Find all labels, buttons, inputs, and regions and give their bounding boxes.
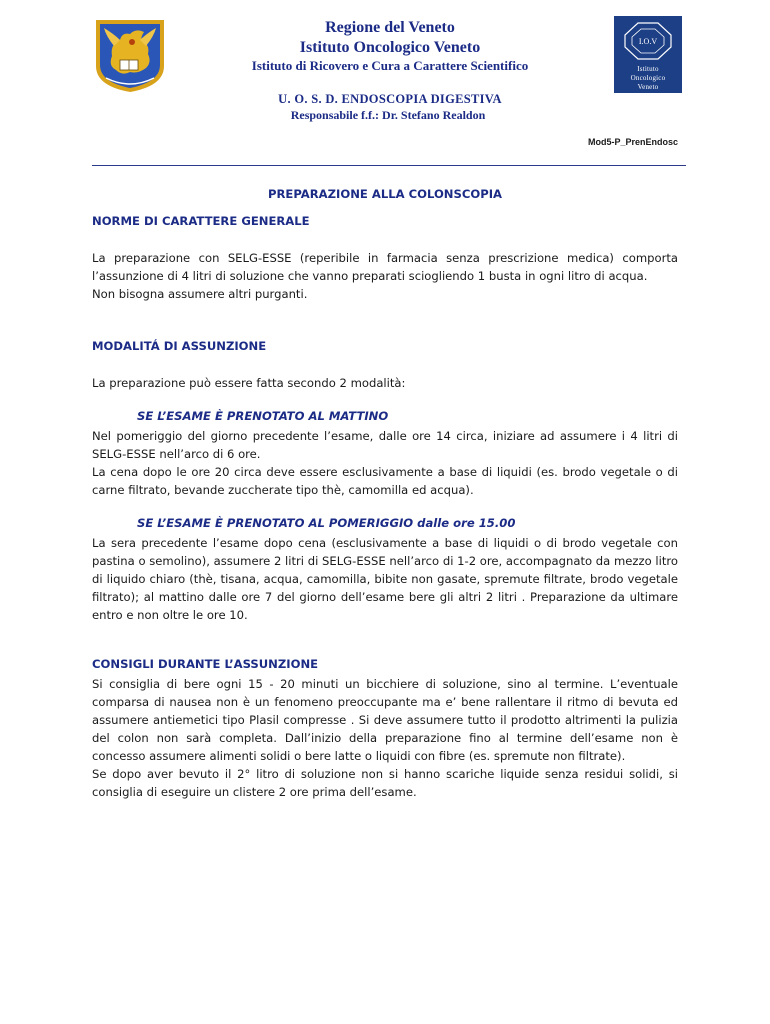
header-region-name: Regione del Veneto xyxy=(325,19,455,36)
header-responsible: Responsabile f.f.: Dr. Stefano Realdon xyxy=(290,108,486,122)
section-general-rules-heading: NORME DI CARATTERE GENERALE xyxy=(92,214,310,228)
header-unit-name: U. O. S. D. ENDOSCOPIA DIGESTIVA xyxy=(278,92,502,106)
paragraph: Non bisogna assumere altri purganti. xyxy=(92,287,308,301)
iov-ring-text: I.O.V xyxy=(638,37,658,46)
header-divider xyxy=(92,165,686,166)
document-code: Mod5-P_PrenEndosc xyxy=(587,137,678,147)
paragraph: Si consiglia di bere ogni 15 - 20 minuti un bicchiere di soluzione, sino al termine. L’eventuale comparsa di nausea non è un fenomeno preoccupante ma e’ bene rallentare il ritmo di bevuta ed assumere antiemetici tipo Plasil compresse . Si deve assumere tutto il prodotto altrimenti la pulizia del colon non sarà completa. Dall’inizio della preparazione fino al termine dell’esame non è concesso assumere alimenti solidi o bere latte o liquidi con fibre (es. spremute non filtrate). xyxy=(92,677,678,763)
header-institute-name: Istituto Oncologico Veneto xyxy=(299,39,481,56)
section-general-rules-body xyxy=(92,249,678,303)
document-title: PREPARAZIONE ALLA COLONSCOPIA xyxy=(267,187,503,201)
section-intake-intro: La preparazione può essere fatta secondo 2 modalità: xyxy=(92,376,406,390)
paragraph: La preparazione con SELG-ESSE (reperibile in farmacia senza prescrizione medica) comporta l’assunzione di 4 litri di soluzione che vanno preparati sciogliendo 1 busta in ogni litro di acqua. xyxy=(92,251,678,283)
iov-text-line1: Istituto xyxy=(637,65,659,73)
paragraph: Nel pomeriggio del giorno precedente l’esame, dalle ore 14 circa, iniziare ad assumere i 4 litri di SELG-ESSE nell’arco di 6 ore. xyxy=(92,429,678,461)
header-institute-type: Istituto di Ricovero e Cura a Carattere Scientifico xyxy=(251,58,529,73)
afternoon-exam-body xyxy=(92,534,678,624)
section-advice-heading: CONSIGLI DURANTE L’ASSUNZIONE xyxy=(92,657,319,671)
paragraph: La cena dopo le ore 20 circa deve essere esclusivamente a base di liquidi (es. brodo vegetale o di carne filtrato, bevande zuccherate tipo thè, camomilla ed acqua). xyxy=(92,465,678,497)
section-advice-body xyxy=(92,675,678,801)
iov-logo xyxy=(614,16,682,93)
morning-exam-body xyxy=(92,427,678,499)
afternoon-exam-heading: SE L’ESAME È PRENOTATO AL POMERIGGIO dalle ore 15.00 xyxy=(137,516,516,530)
section-intake-heading: MODALITÁ DI ASSUNZIONE xyxy=(92,339,267,353)
regione-veneto-logo xyxy=(92,16,168,94)
iov-text-line2: Oncologico xyxy=(630,74,666,82)
paragraph: La sera precedente l’esame dopo cena (esclusivamente a base di liquidi o di brodo vegetale con pastina o semolino), assumere 2 litri di SELG-ESSE nell’arco di 1-2 ore, accompagnato da mezzo litro di liquido chiaro (thè, tisana, acqua, camomilla, bibite non gasate, spremute filtrate, brodo vegetale filtrato); al mattino dalle ore 7 del giorno dell’esame bere gli altri 2 litri . Preparazione da ultimare entro e non oltre le ore 10. xyxy=(92,536,678,622)
morning-exam-heading: SE L’ESAME È PRENOTATO AL MATTINO xyxy=(137,409,389,423)
iov-text-line3: Veneto xyxy=(637,83,659,91)
paragraph: Se dopo aver bevuto il 2° litro di soluzione non si hanno scariche liquide senza residui solidi, si consiglia di eseguire un clistere 2 ore prima dell’esame. xyxy=(92,767,678,799)
